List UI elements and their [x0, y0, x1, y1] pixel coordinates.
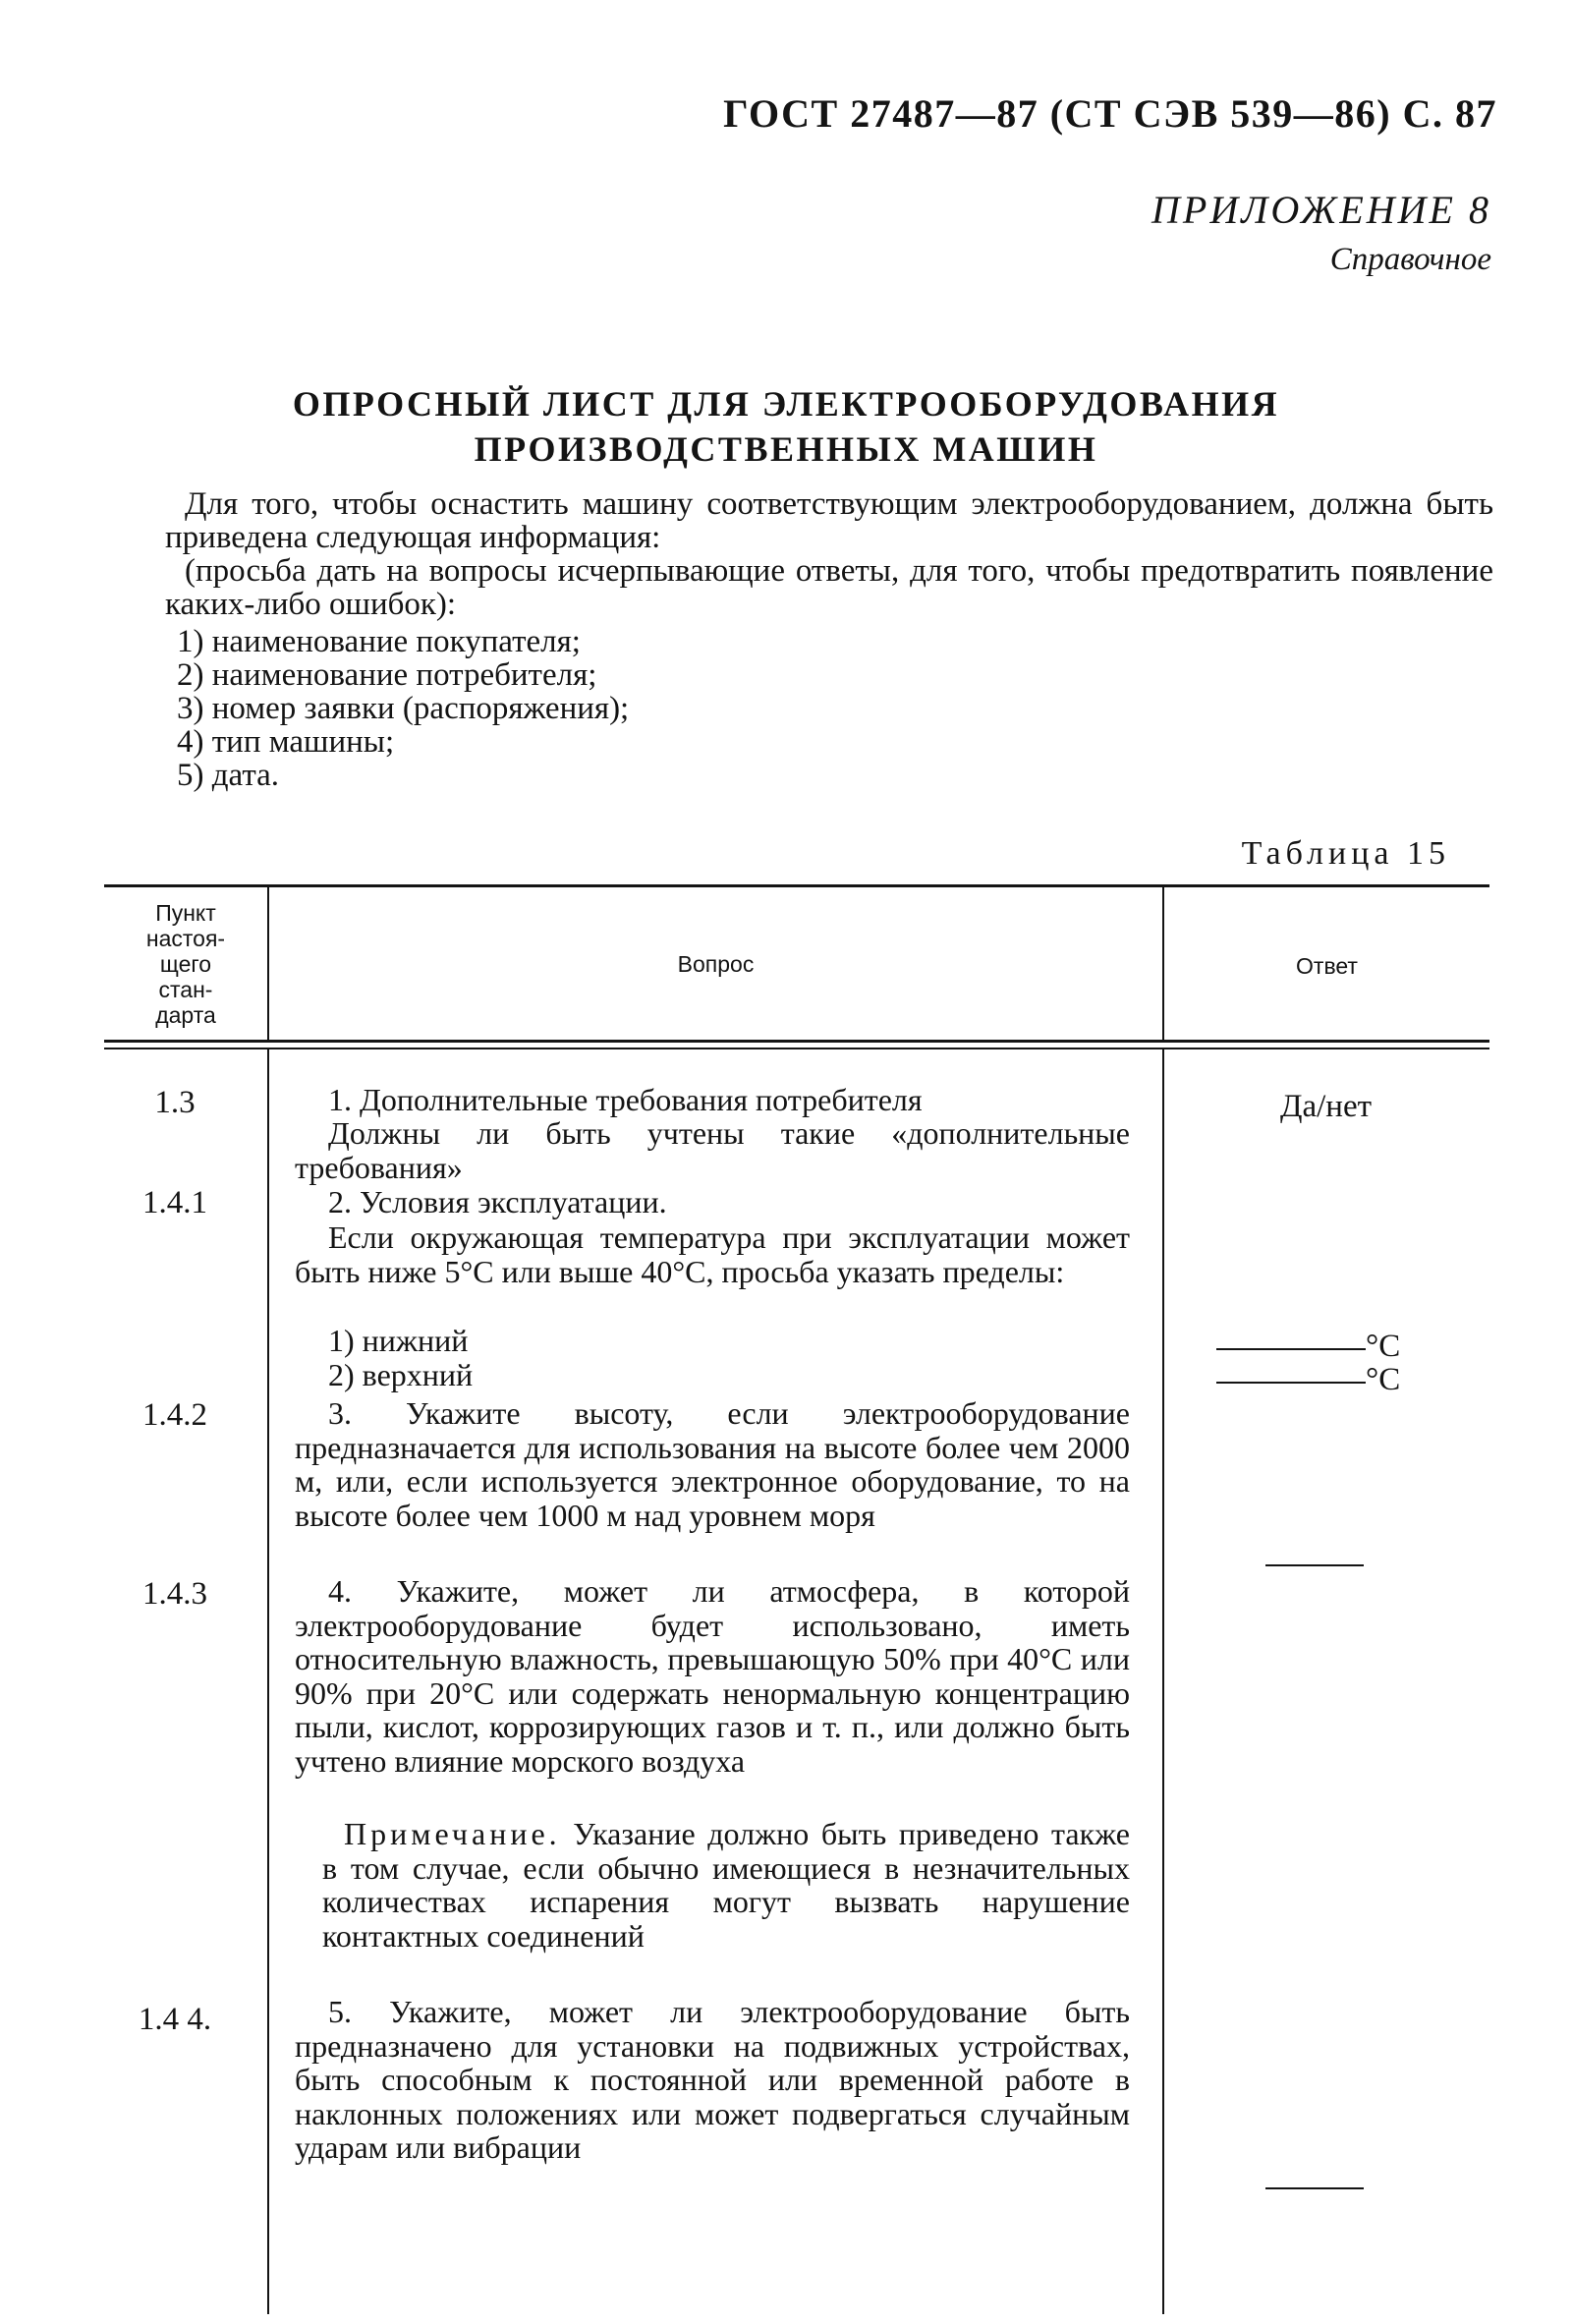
- answer-blank: [1265, 1564, 1364, 1566]
- appendix-status: Справочное: [1329, 242, 1491, 277]
- column-divider: [1162, 1049, 1164, 2314]
- question-text: 3. Укажите высоту, если электрооборудование предназначается для использования на высоте более чем 2000 м, или, если используется электронное оборудование, то на высоте более чем 1000 м над уровнем моря: [295, 1395, 1130, 1533]
- column-header-clause-line: стан-: [158, 977, 213, 1002]
- clause-number: 1.4.3: [142, 1576, 207, 1612]
- column-header-clause-line: щего: [159, 951, 212, 977]
- table-top-rule: [104, 884, 1489, 887]
- running-header: ГОСТ 27487—87 (СТ СЭВ 539—86) С. 87: [723, 91, 1497, 136]
- document-title-line-1: ОПРОСНЫЙ ЛИСТ ДЛЯ ЭЛЕКТРООБОРУДОВАНИЯ: [292, 384, 1280, 424]
- column-header-clause: [104, 900, 267, 1028]
- answer-upper-temperature: [1216, 1362, 1400, 1398]
- info-list-item: 2) наименование потребителя;: [177, 657, 597, 693]
- unit-label: °С: [1366, 1362, 1401, 1397]
- document-title-line-2: ПРОИЗВОДСТВЕННЫХ МАШИН: [474, 429, 1098, 469]
- info-list-item: 3) номер заявки (распоряжения);: [177, 691, 630, 726]
- question-text: Должны ли быть учтены такие «дополнительные требования»: [295, 1115, 1130, 1185]
- answer-lower-temperature: [1216, 1329, 1400, 1365]
- limit-lower: 1) нижний: [328, 1323, 469, 1358]
- question-heading: 1. Дополнительные требования потребителя: [328, 1082, 923, 1117]
- column-divider: [267, 1049, 269, 2314]
- column-header-clause-line: дарта: [155, 1002, 216, 1028]
- question-text: 4. Укажите, может ли атмосфера, в которой электрооборудование будет использовано, иметь относительную влажность, превышающую 50% при 40°С или 90% при 20°С или содержать ненормальную концентрацию пыли, кислот, коррозирующих газов и т. п., или должно быть учтено влияние морского воздуха: [295, 1573, 1130, 1779]
- info-list-item: 1) наименование покупателя;: [177, 624, 581, 659]
- question-heading: 2. Условия эксплуатации.: [328, 1184, 667, 1219]
- question-text: Если окружающая температура при эксплуатации может быть ниже 5°С или выше 40°С, просьба указать пределы:: [295, 1219, 1130, 1289]
- clause-number: 1.4.1: [142, 1185, 207, 1220]
- question-text: 5. Укажите, может ли электрооборудование быть предназначено для установки на подвижных устройствах, быть способным к постоянной или временной работе в наклонных положениях или может подвергаться случайным ударам или вибрации: [295, 1994, 1130, 2165]
- table-header-rule-2: [104, 1048, 1489, 1049]
- column-header-clause-line: настоя-: [145, 926, 226, 951]
- clause-number: 1.4.2: [142, 1397, 207, 1433]
- column-header-answer: Ответ: [1296, 953, 1358, 979]
- note: [322, 1817, 1130, 1953]
- clause-number: 1.4 4.: [138, 2002, 212, 2037]
- intro-paragraph-2: (просьба дать на вопросы исчерпывающие ответы, для того, чтобы предотвратить появление каких-либо ошибок):: [165, 553, 1493, 622]
- unit-label: °С: [1366, 1329, 1401, 1364]
- note-label: Примечание.: [344, 1816, 561, 1851]
- answer-blank: [1216, 1347, 1366, 1350]
- table-header-rule: [104, 1040, 1489, 1043]
- note-text: Указание должно быть приведено также в том случае, если обычно имеющиеся в незначительных количествах испарения могут вызвать нарушение контактных соединений: [322, 1816, 1131, 1954]
- answer-blank: [1265, 2187, 1364, 2189]
- column-header-question: Вопрос: [677, 951, 755, 977]
- info-list-item: 5) дата.: [177, 758, 280, 793]
- appendix-label: ПРИЛОЖЕНИЕ 8: [1151, 188, 1491, 232]
- intro-paragraph-1: Для того, чтобы оснастить машину соответствующим электрооборудованием, должна быть приведена следующая информация:: [165, 486, 1493, 555]
- answer-yes-no: Да/нет: [1279, 1089, 1373, 1124]
- answer-blank: [1216, 1381, 1366, 1384]
- table-caption: Таблица 15: [1241, 835, 1450, 872]
- limit-upper: 2) верхний: [328, 1357, 474, 1392]
- column-header-clause-line: Пункт: [155, 900, 216, 926]
- info-list-item: 4) тип машины;: [177, 724, 395, 760]
- clause-number: 1.3: [154, 1085, 196, 1120]
